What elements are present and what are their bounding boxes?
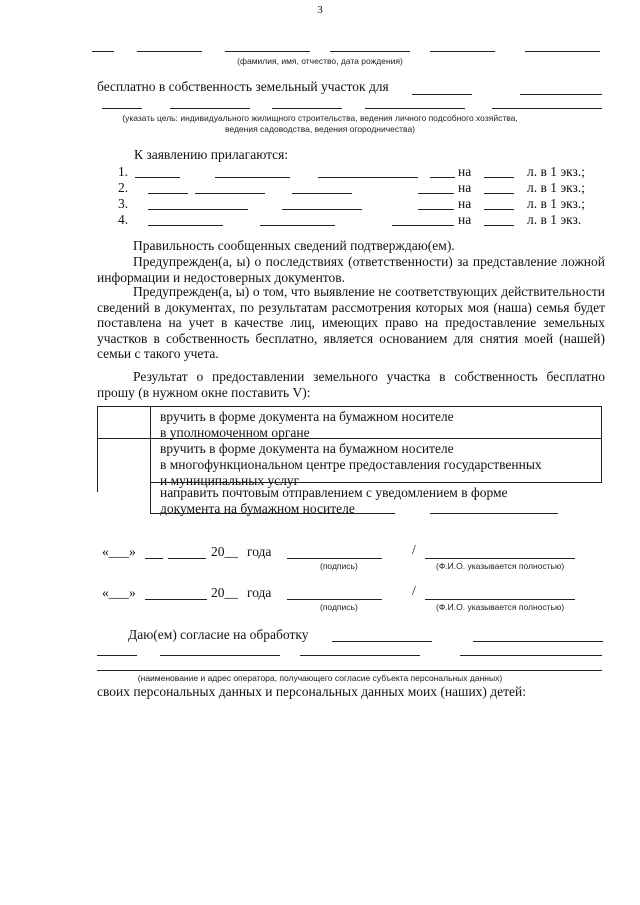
purpose-field-line: [412, 94, 472, 95]
option-checkbox-mail[interactable]: [98, 483, 149, 513]
option-line: направить почтовым отправлением с уведомлением в форме: [160, 485, 508, 500]
attachment-unit: л. в 1 экз.;: [527, 196, 585, 211]
attachment-pages-blank: [484, 225, 514, 226]
attachments-heading: К заявлению прилагаются:: [134, 147, 289, 162]
option-checkbox-authority[interactable]: [98, 407, 149, 438]
purpose-field-line: [102, 108, 142, 109]
options-table-bottom: [150, 513, 395, 514]
attachment-blank: [392, 225, 454, 226]
date-blank: [145, 558, 163, 559]
operator-line[interactable]: [332, 641, 432, 642]
attachment-row: [0, 180, 640, 196]
options-table-top: [97, 406, 602, 407]
attachment-blank: [215, 177, 290, 178]
operator-line: [97, 670, 602, 671]
consent-text: Даю(ем) согласие на обработку: [128, 627, 309, 642]
attachment-blank: [195, 193, 265, 194]
signature-line[interactable]: [287, 558, 382, 559]
purpose-field-line: [520, 94, 602, 95]
month-blank: [145, 599, 207, 600]
name-field-line: [330, 51, 410, 52]
attachment-row: [0, 212, 640, 228]
attachment-blank: [318, 177, 418, 178]
operator-line: [160, 655, 280, 656]
signature-year: 20__: [211, 585, 238, 600]
name-field-line: [92, 51, 114, 52]
land-text: бесплатно в собственность земельный участок для: [97, 79, 389, 94]
signature-caption: (подпись): [320, 561, 358, 571]
attachment-number: 1.: [118, 164, 129, 179]
operator-line: [300, 655, 420, 656]
purpose-field-line: [365, 108, 465, 109]
page-number: 3: [317, 4, 323, 16]
options-table-bottom: [430, 513, 558, 514]
option-line: в уполномоченном органе: [160, 425, 310, 440]
attachment-number: 3.: [118, 196, 129, 211]
attachment-blank: [148, 209, 248, 210]
options-table-row-divider: [97, 438, 602, 439]
result-intro: Результат о предоставлении земельного участка в собственность бесплатно прошу (в нужном окне поставить V):: [97, 369, 605, 400]
operator-line: [97, 655, 137, 656]
attachment-pages-blank: [484, 209, 514, 210]
operator-caption: (наименование и адрес оператора, получающего согласие субъекта персональных данных): [137, 673, 503, 683]
name-field-line: [137, 51, 202, 52]
options-table-row-divider: [150, 482, 602, 483]
attachment-number: 2.: [118, 180, 129, 195]
signature-year-word: года: [247, 585, 272, 600]
full-name-line[interactable]: [425, 599, 575, 600]
purpose-caption-2: ведения садоводства, ведения огородничества): [224, 124, 416, 134]
confirm-statement: Правильность сообщенных сведений подтверждаю(ем).: [133, 238, 455, 253]
applicant-caption: (фамилия, имя, отчество, дата рождения): [237, 56, 403, 66]
attachment-pages-blank: [484, 193, 514, 194]
options-checkbox-divider: [150, 406, 151, 514]
signature-year-word: года: [247, 544, 272, 559]
option-line: и муниципальных услуг: [160, 473, 300, 488]
attachment-na: на: [458, 212, 472, 227]
option-checkbox-mfc[interactable]: [98, 439, 149, 482]
attachment-blank: [148, 225, 223, 226]
purpose-field-line: [170, 108, 250, 109]
signature-caption: (подпись): [320, 602, 358, 612]
options-table-right-edge: [601, 406, 602, 482]
attachment-blank: [260, 225, 335, 226]
attachment-blank: [282, 209, 362, 210]
operator-line: [460, 655, 602, 656]
signature-year: 20__: [211, 544, 238, 559]
attachment-blank: [148, 193, 188, 194]
option-text-authority: [160, 409, 454, 441]
option-line: вручить в форме документа на бумажном носителе: [160, 409, 454, 424]
attachment-na: на: [458, 196, 472, 211]
signature-date: «___»: [102, 544, 136, 559]
consent-tail: своих персональных данных и персональных данных моих (наших) детей:: [97, 684, 527, 699]
attachment-pages-blank: [484, 177, 514, 178]
attachment-na: на: [458, 180, 472, 195]
name-field-line: [430, 51, 495, 52]
warning-statement-1: Предупрежден(а, ы) о последствиях (ответственности) за представление ложной информации и недостоверных документов.: [97, 254, 605, 285]
attachment-blank: [430, 177, 455, 178]
signature-slash: /: [412, 542, 416, 557]
name-field-line: [525, 51, 600, 52]
purpose-caption-1: (указать цель: индивидуального жилищного строительства, ведения личного подсобного хозяйства,: [122, 113, 518, 123]
attachment-unit: л. в 1 экз.: [527, 212, 582, 227]
purpose-field-line: [492, 108, 602, 109]
full-name-caption: (Ф.И.О. указывается полностью): [436, 602, 565, 612]
signature-slash: /: [412, 583, 416, 598]
attachment-row: [0, 164, 640, 180]
signature-line[interactable]: [287, 599, 382, 600]
option-line: в многофункциональном центре предоставления государственных: [160, 457, 542, 472]
attachment-blank: [418, 209, 454, 210]
attachment-blank: [135, 177, 180, 178]
month-blank: [168, 558, 206, 559]
purpose-field-line: [272, 108, 342, 109]
option-line: вручить в форме документа на бумажном носителе: [160, 441, 454, 456]
attachment-number: 4.: [118, 212, 129, 227]
option-line: документа на бумажном носителе: [160, 501, 355, 516]
signature-date: «___»: [102, 585, 136, 600]
attachment-unit: л. в 1 экз.;: [527, 180, 585, 195]
full-name-line[interactable]: [425, 558, 575, 559]
operator-line[interactable]: [473, 641, 603, 642]
attachment-na: на: [458, 164, 472, 179]
warning-statement-2: Предупрежден(а, ы) о том, что выявление не соответствующих действительности сведений в документах, по результатам рассмотрения которых моя (наша) семья будет поставлена на учет в качестве лиц, имеющих право на предоставление земельных участков в собственность бесплатно, является основанием для снятия моей (нашей) семьи с такого учета.: [97, 284, 605, 361]
attachment-row: [0, 196, 640, 212]
attachment-blank: [418, 193, 454, 194]
full-name-caption: (Ф.И.О. указывается полностью): [436, 561, 565, 571]
name-field-line: [225, 51, 310, 52]
attachment-unit: л. в 1 экз.;: [527, 164, 585, 179]
attachment-blank: [292, 193, 352, 194]
